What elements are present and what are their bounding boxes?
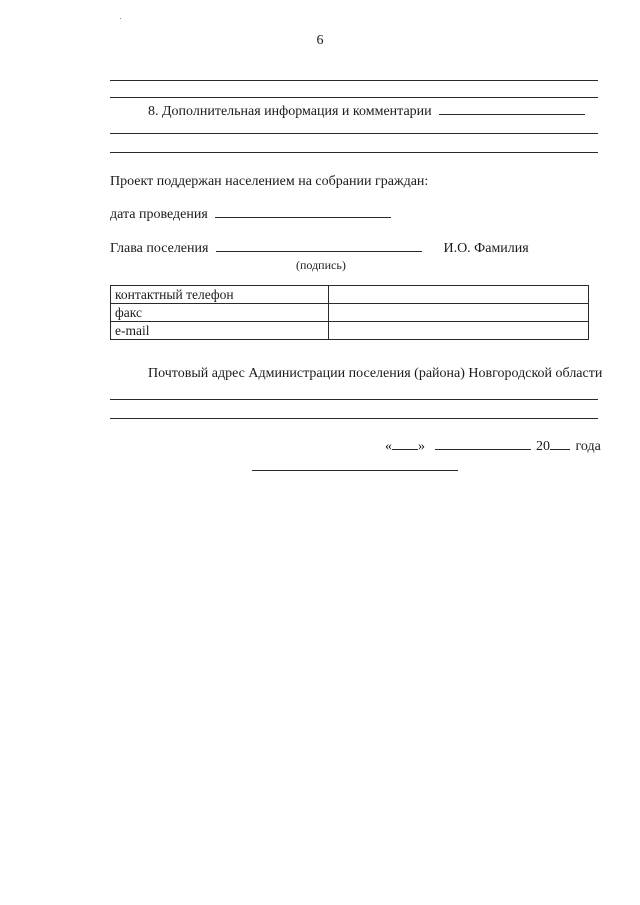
contacts-table <box>110 285 589 340</box>
date-row <box>385 439 601 455</box>
head-row <box>110 241 529 257</box>
postal-address-label: Почтовый адрес Администрации поселения (района) Новгородской области <box>148 366 603 381</box>
table-row <box>111 304 589 322</box>
meeting-date-field[interactable] <box>215 216 391 218</box>
table-row <box>111 286 589 304</box>
comment-field[interactable] <box>439 113 585 115</box>
postal-address-field[interactable] <box>110 418 598 419</box>
signature-field[interactable] <box>216 250 422 252</box>
fill-line <box>110 97 598 98</box>
fill-line <box>110 152 598 153</box>
support-statement: Проект поддержан населением на собрании граждан: <box>110 174 429 189</box>
contact-label-phone: контактный телефон <box>111 286 329 304</box>
meeting-date-row <box>110 207 391 223</box>
page-number: 6 <box>316 33 324 48</box>
date-close-quote: » <box>418 439 425 454</box>
day-field[interactable] <box>392 448 418 450</box>
section-8-row <box>148 104 585 120</box>
contact-value-phone[interactable] <box>329 286 589 304</box>
section-8-label: 8. Дополнительная информация и комментарии <box>148 104 432 119</box>
contact-label-email: e-mail <box>111 322 329 340</box>
month-field[interactable] <box>435 448 531 450</box>
year-field[interactable] <box>550 448 570 450</box>
fill-line <box>110 133 598 134</box>
postal-address-field[interactable] <box>110 399 598 400</box>
contact-value-email[interactable] <box>329 322 589 340</box>
contact-label-fax: факс <box>111 304 329 322</box>
fill-line <box>110 80 598 81</box>
head-name: И.О. Фамилия <box>443 241 529 256</box>
closing-rule <box>252 470 458 471</box>
scan-speck <box>120 18 121 19</box>
year-prefix: 20 <box>536 439 550 454</box>
signature-caption: (подпись) <box>296 258 346 272</box>
meeting-date-label: дата проведения <box>110 207 208 222</box>
date-open-quote: « <box>385 439 392 454</box>
head-label: Глава поселения <box>110 241 209 256</box>
contact-value-fax[interactable] <box>329 304 589 322</box>
year-suffix: года <box>575 439 601 454</box>
table-row <box>111 322 589 340</box>
